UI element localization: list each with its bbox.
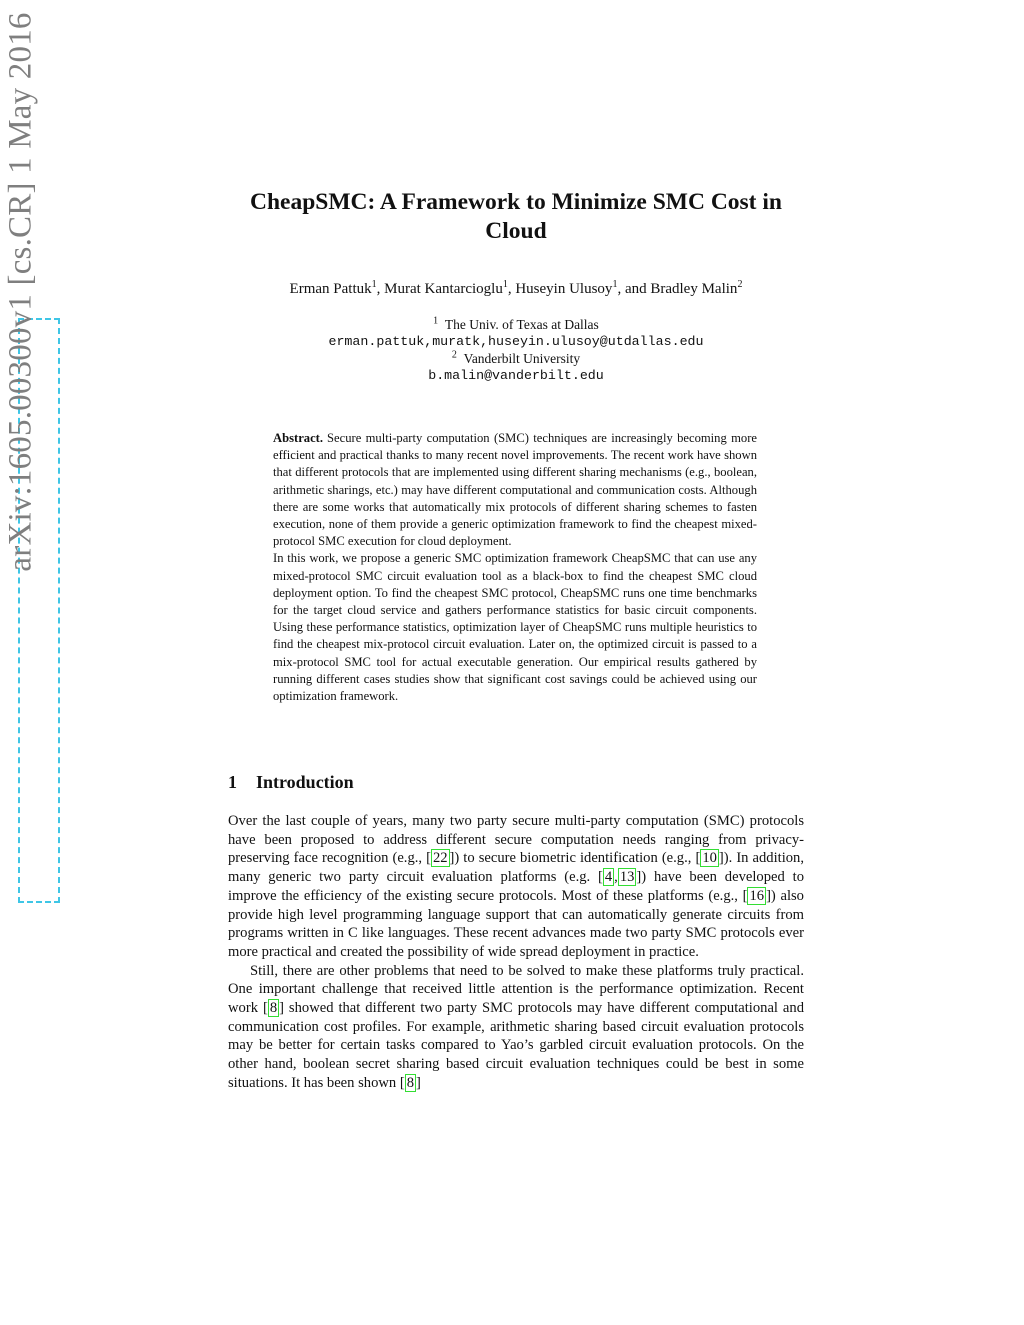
text-run: , — [614, 869, 618, 886]
affil-name: Vanderbilt University — [463, 351, 581, 366]
citation-link[interactable]: 22 — [432, 850, 448, 867]
citation-link[interactable]: 8 — [406, 1074, 415, 1091]
abstract — [273, 430, 757, 705]
text-run: ]) to secure biometric identification (e.g., [ — [449, 850, 701, 867]
affil-email[interactable]: b.malin@vanderbilt.edu — [428, 368, 604, 383]
author-name: Huseyin Ulusoy — [515, 281, 613, 297]
affiliation-2 — [228, 350, 804, 384]
author-name: Bradley Malin — [650, 281, 738, 297]
affiliation-1 — [228, 316, 804, 350]
author-affil-mark: 1 — [502, 279, 508, 290]
author-affil-mark: 1 — [371, 279, 377, 290]
section-heading — [228, 772, 804, 793]
affil-mark: 2 — [451, 349, 457, 361]
abstract-label: Abstract. — [273, 431, 324, 445]
author-affil-mark: 2 — [737, 279, 743, 290]
author-separator: , — [376, 281, 385, 297]
affil-mark: 1 — [433, 315, 439, 327]
abstract-paragraph-1: Secure multi-party computation (SMC) techniques are increasingly becoming more efficient and practical thanks to many recent novel improvements. The recent work have shown that different protocols that are implemented using different sharing mechanisms (e.g., boolean, arithmetic sharings, etc.) may have different computational and communication costs. Although there are some works that automatically mix protocols of different sharing schemes to fasten execution, none of them provide a generic optimization framework to find the cheapest mixed-protocol SMC execution for cloud deployment. — [273, 431, 757, 549]
text-run: ]) also provide high level programming language support that can automatically generate circuits from programs written in C like languages. These recent advances made two party SMC protocols ever more practical and created the possibility of wide spread deployment in practice. — [228, 887, 804, 960]
intro-body — [228, 812, 804, 1093]
author-name: Erman Pattuk — [289, 281, 372, 297]
affil-name: The Univ. of Texas at Dallas — [444, 317, 599, 332]
abstract-paragraph-2: In this work, we propose a generic SMC optimization framework CheapSMC that can use any mixed-protocol SMC circuit evaluation tool as a black-box to find the cheapest SMC cloud deployment option. To find the cheapest SMC protocol, CheapSMC runs one time benchmarks for the target cloud service and gathers performance statistics for basic circuit components. Using these performance statistics, optimization layer of CheapSMC runs multiple heuristics to find the cheapest mix-protocol circuit evaluation. Later on, the optimized circuit is passed to a mix-protocol SMC tool for actual executable generation. Our empirical results gathered by running different cases studies show that significant cost savings could be achieved using our optimization framework. — [273, 551, 757, 704]
arxiv-stamp: arXiv:1605.00300v1 [cs.CR] 1 May 2016 — [2, 12, 39, 572]
text-run: ]) have been developed to improve the efficiency of the existing secure protocols. Most of these platforms (e.g., [ — [228, 869, 804, 904]
affil-email[interactable]: erman.pattuk,muratk,huseyin.ulusoy@utdallas.edu — [328, 334, 704, 349]
intro-paragraph-1 — [228, 812, 804, 962]
text-run: ] showed that different two party SMC protocols may have different computational and communication cost profiles. For example, arithmetic sharing based circuit evaluation protocols may be better for certain tasks compared to Yao’s garbled circuit evaluation protocols. On the other hand, boolean secret sharing based circuit evaluation techniques could be best in some situations. It has been shown [ — [228, 1000, 804, 1091]
citation-link[interactable]: 16 — [749, 887, 765, 904]
citation-link[interactable]: 8 — [269, 1000, 278, 1017]
citation-link[interactable]: 13 — [619, 869, 635, 886]
author-separator: , and — [617, 281, 651, 297]
section-number: 1 — [228, 772, 237, 792]
author-affil-mark: 1 — [612, 279, 618, 290]
paper-title: CheapSMC: A Framework to Minimize SMC Cost in Cloud — [250, 189, 782, 244]
intro-paragraph-2 — [228, 962, 804, 1093]
citation-link[interactable]: 4 — [604, 869, 613, 886]
author-separator: , — [507, 281, 516, 297]
section-title: Introduction — [256, 772, 354, 792]
citation-link[interactable]: 10 — [702, 850, 717, 867]
author-list — [228, 281, 804, 298]
text-run: Still, there are other problems that need to be solved to make these platforms truly practical. One important challenge that received little attention is the performance optimization. Recent work [ — [228, 962, 804, 1017]
author-name: Murat Kantarcioglu — [384, 281, 503, 297]
text-run: ] — [416, 1074, 421, 1091]
text-run: Over the last couple of years, many two party secure multi-party computation (SMC) protocols have been proposed to address different secure computation needs ranging from privacy-preserving face recognition (e.g., [ — [228, 813, 804, 867]
text-run: ]). In addition, many generic two party circuit evaluation platforms (e.g. [ — [228, 850, 804, 886]
